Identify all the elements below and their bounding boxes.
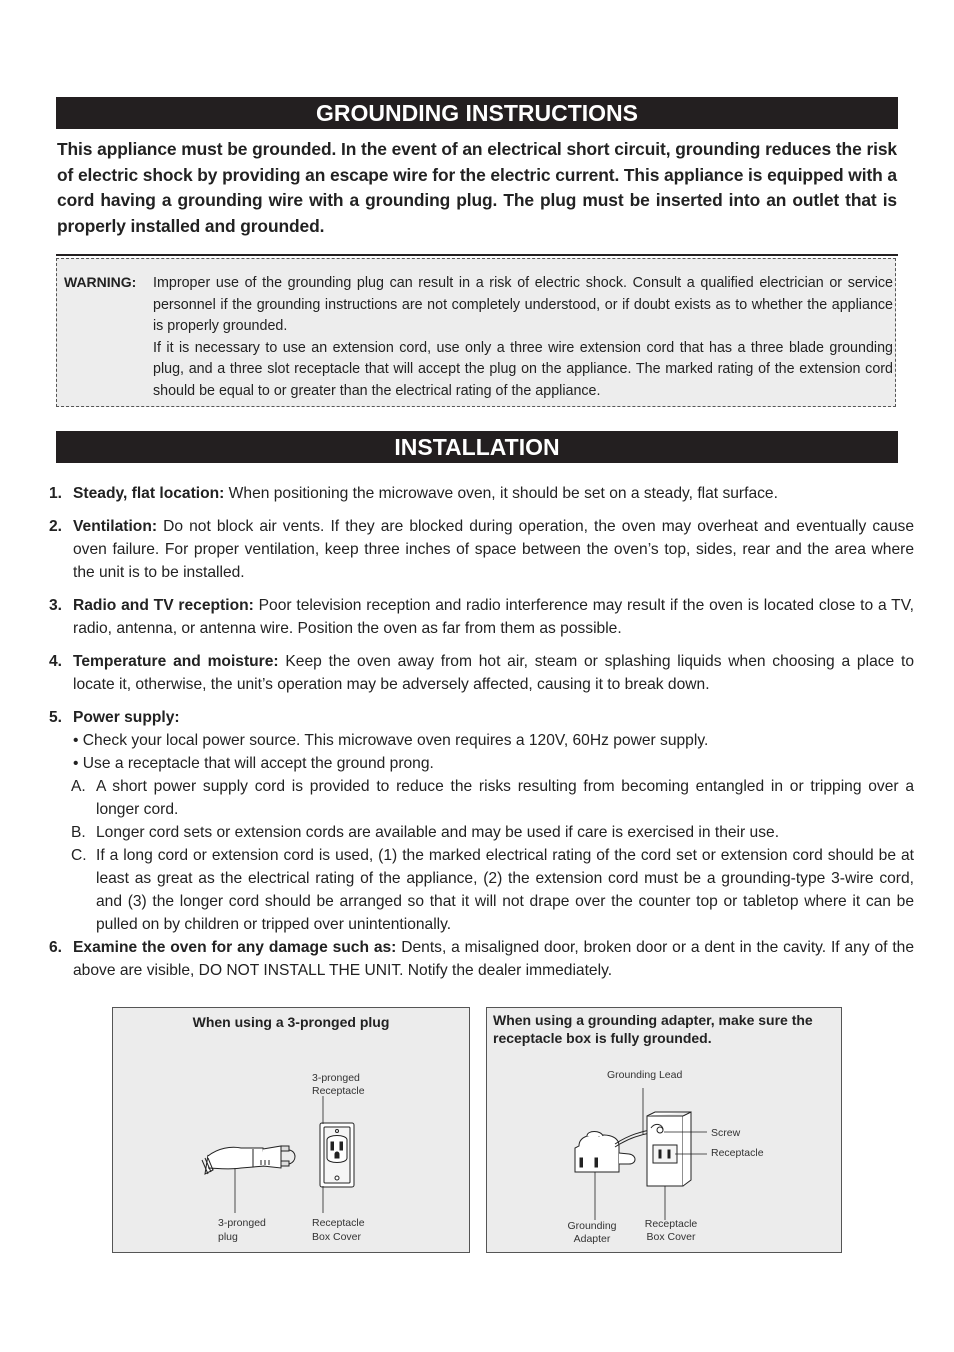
installation-heading: INSTALLATION	[56, 431, 898, 463]
grounding-intro: This appliance must be grounded. In the event of an electrical short circuit, grounding reduces the risk of electric shock by providing an escape wire for the electric current. This appliance is equipped with a cord having a grounding wire with a grounding plug. The plug must be inserted into an outlet that is properly installed and grounded.	[57, 139, 897, 236]
subitem-text: If a long cord or extension cord is used, (1) the marked electrical rating of the cord set or extension cord should be at least as great as the electrical rating of the appliance, (2) the extension cord must be a grounding-type 3-wire cord, and (3) the longer cord should be arranged so that it will not drape over the counter top or tabletop where it can be pulled on by children or tripped over unintentionally.	[96, 847, 914, 933]
label-box-cover: Receptacle	[312, 1217, 365, 1229]
step-number: 5.	[49, 709, 63, 726]
power-subitem	[73, 821, 914, 844]
power-subitem	[73, 775, 914, 821]
grounding-heading: GROUNDING INSTRUCTIONS	[56, 97, 898, 129]
step-heading: Examine the oven for any damage such as:	[73, 939, 397, 956]
step-item	[49, 482, 914, 505]
step-item	[49, 594, 914, 640]
step-heading: Ventilation:	[73, 518, 158, 535]
warning-paragraph: Improper use of the grounding plug can result in a risk of electric shock. Consult a qualified electrician or service personnel if the grounding instructions are not completely understood, or if doubt exists as to whether the appliance is properly grounded.	[153, 275, 893, 334]
warning-label: WARNING:	[64, 274, 137, 290]
figure-title: When using a grounding adapter, make sure the receptacle box is fully grounded.	[493, 1012, 813, 1046]
label-receptacle: Receptacle	[312, 1085, 365, 1097]
step-text: Keep the oven away from hot air, steam or splashing liquids when choosing a place to locate it, otherwise, the unit’s operation may be adversely affected, causing it to break down.	[73, 653, 914, 693]
label-plug: plug	[218, 1231, 238, 1243]
power-subitem	[73, 844, 914, 936]
label-receptacle: 3-pronged	[312, 1072, 360, 1084]
step-heading: Power supply:	[73, 709, 180, 726]
step-number: 2.	[49, 518, 63, 535]
divider	[56, 254, 898, 256]
step-text: Do not block air vents. If they are blocked during operation, the oven may overheat and eventually cause oven failure. For proper ventilation, keep three inches of space between the oven’s top, sides, rear and the area where the unit is to be installed.	[73, 518, 914, 581]
label-grounding-lead: Grounding Lead	[607, 1069, 683, 1081]
figure-grounding-adapter	[486, 1007, 842, 1253]
label-adapter: Adapter	[573, 1233, 611, 1245]
power-bullet: • Use a receptacle that will accept the ground prong.	[73, 755, 434, 772]
subitem-text: Longer cord sets or extension cords are available and may be used if care is exercised in their use.	[96, 824, 780, 841]
step-number: 3.	[49, 597, 63, 614]
adapter-illustration	[487, 1008, 841, 1252]
label-plug: 3-pronged	[218, 1217, 266, 1229]
label-box-cover: Box Cover	[646, 1231, 696, 1243]
step-item	[49, 650, 914, 696]
step-text: Poor television reception and radio interference may result if the oven is located close to a TV, radio, antenna, or antenna wire. Position the oven as far from them as possible.	[73, 597, 915, 637]
installation-steps	[49, 482, 914, 982]
warning-box	[56, 258, 896, 407]
step-number: 6.	[49, 939, 63, 956]
power-bullet: • Check your local power source. This microwave oven requires a 120V, 60Hz power supply.	[73, 732, 709, 749]
label-adapter: Grounding	[567, 1220, 617, 1232]
step-item	[49, 706, 914, 936]
warning-text	[153, 273, 893, 402]
label-screw: Screw	[711, 1127, 741, 1139]
step-heading: Radio and TV reception:	[73, 597, 254, 614]
label-receptacle: Receptacle	[711, 1147, 764, 1159]
step-item	[49, 936, 914, 982]
label-box-cover: Receptacle	[644, 1218, 698, 1230]
step-text: Dents, a misaligned door, broken door or a dent in the cavity. If any of the above are visible, DO NOT INSTALL THE UNIT. Notify the dealer immediately.	[73, 939, 914, 979]
step-number: 4.	[49, 653, 63, 670]
subitem-letter: A.	[71, 778, 86, 795]
step-heading: Steady, flat location:	[73, 485, 225, 502]
step-heading: Temperature and moisture:	[73, 653, 279, 670]
subitem-letter: B.	[71, 824, 86, 841]
step-item	[49, 515, 914, 584]
subitem-text: A short power supply cord is provided to reduce the risks resulting from becoming entangled in or tripping over a longer cord.	[96, 778, 914, 818]
step-text: When positioning the microwave oven, it should be set on a steady, flat surface.	[224, 485, 778, 502]
plug-illustration	[113, 1008, 469, 1252]
subitem-letter: C.	[71, 847, 87, 864]
figure-title: When using a 3-pronged plug	[192, 1014, 390, 1030]
label-box-cover: Box Cover	[312, 1231, 362, 1243]
figure-3-pronged-plug	[112, 1007, 470, 1253]
step-number: 1.	[49, 485, 63, 502]
warning-paragraph: If it is necessary to use an extension cord, use only a three wire extension cord that has a three blade grounding plug, and a three slot receptacle that will accept the plug on the appliance. The marked rating of the extension cord should be equal to or greater than the electrical rating of the appliance.	[153, 339, 893, 399]
